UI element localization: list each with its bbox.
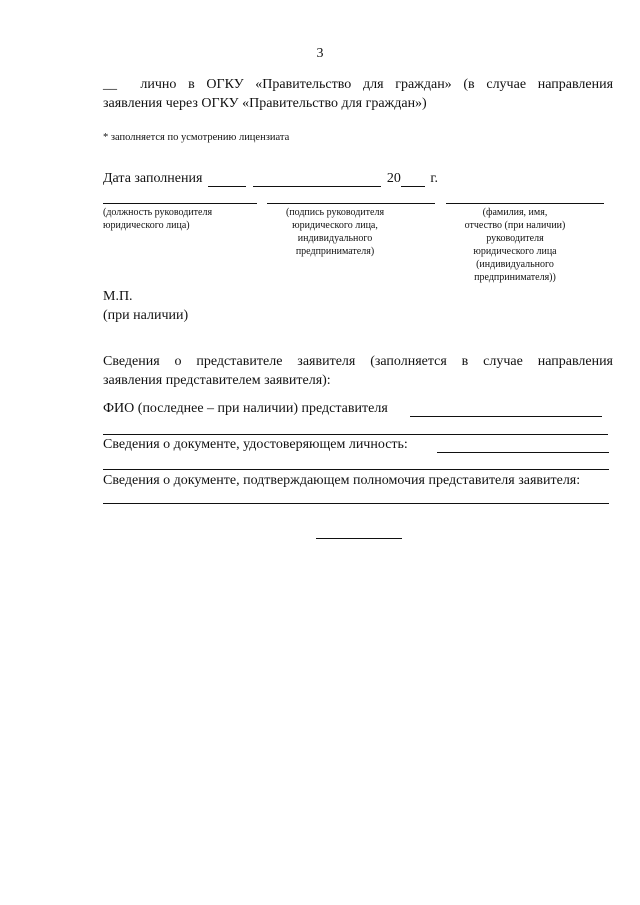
caption-name xyxy=(440,206,590,284)
caption-position xyxy=(103,206,263,232)
fio-label: ФИО (последнее – при наличии) представителя xyxy=(103,401,388,416)
date-of-filling xyxy=(103,171,438,187)
caption-line: отчество (при наличии) xyxy=(464,220,566,231)
representative-intro-line-1: Сведения о представителе заявителя (заполняется в случае направления xyxy=(103,354,613,369)
name-signature-line[interactable] xyxy=(446,203,604,204)
caption-line: (фамилия, имя, xyxy=(482,207,548,218)
delivery-option-paragraph xyxy=(103,75,613,113)
delivery-option-line-1 xyxy=(103,75,613,94)
caption-line: юридического лица) xyxy=(103,220,190,231)
authority-document-label: Сведения о документе, подтверждающем полномочия представителя заявителя: xyxy=(103,473,581,488)
stamp-note: (при наличии) xyxy=(103,308,189,323)
date-year-suffix: г. xyxy=(430,171,439,186)
caption-line: (подпись руководителя xyxy=(285,207,385,218)
authority-document-input-line[interactable] xyxy=(103,503,609,504)
delivery-option-text: лично в ОГКУ «Правительство для граждан» (в случае направления xyxy=(140,77,614,92)
identity-document-input-line[interactable] xyxy=(437,452,609,453)
end-of-document-line xyxy=(316,538,402,539)
caption-line: предпринимателя)) xyxy=(474,272,556,283)
stamp-label: М.П. xyxy=(103,289,133,304)
date-day-blank[interactable] xyxy=(208,171,246,187)
caption-line: индивидуального xyxy=(297,233,373,244)
caption-signature xyxy=(265,206,405,258)
date-year-prefix: 20 xyxy=(386,171,401,186)
signature-line[interactable] xyxy=(267,203,435,204)
caption-line: (индивидуального xyxy=(476,259,554,270)
representative-intro xyxy=(103,352,613,390)
footnote: * заполняется по усмотрению лицензиата xyxy=(103,132,290,143)
fio-continuation-line[interactable] xyxy=(103,434,608,435)
date-month-blank[interactable] xyxy=(253,171,381,187)
page-number: 3 xyxy=(316,46,324,61)
stamp-place xyxy=(103,287,188,325)
caption-line: (должность руководителя xyxy=(103,207,213,218)
date-year-blank[interactable] xyxy=(401,171,425,187)
caption-line: предпринимателя) xyxy=(295,246,375,257)
representative-intro-line-2: заявления представителем заявителя): xyxy=(103,373,331,388)
authority-document-field xyxy=(103,473,580,489)
caption-line: руководителя xyxy=(486,233,544,244)
identity-document-label: Сведения о документе, удостоверяющем личность: xyxy=(103,437,408,452)
identity-document-continuation-line[interactable] xyxy=(103,469,609,470)
caption-line: юридического лица, xyxy=(292,220,378,231)
caption-line: юридического лица xyxy=(473,246,557,257)
delivery-option-line-2: заявления через ОГКУ «Правительство для граждан») xyxy=(103,96,427,111)
fio-input-line[interactable] xyxy=(410,416,602,417)
position-signature-line[interactable] xyxy=(103,203,257,204)
identity-document-field xyxy=(103,437,408,453)
representative-fio-field xyxy=(103,401,388,417)
date-label: Дата заполнения xyxy=(103,171,203,186)
option-blank: __ xyxy=(103,77,117,92)
